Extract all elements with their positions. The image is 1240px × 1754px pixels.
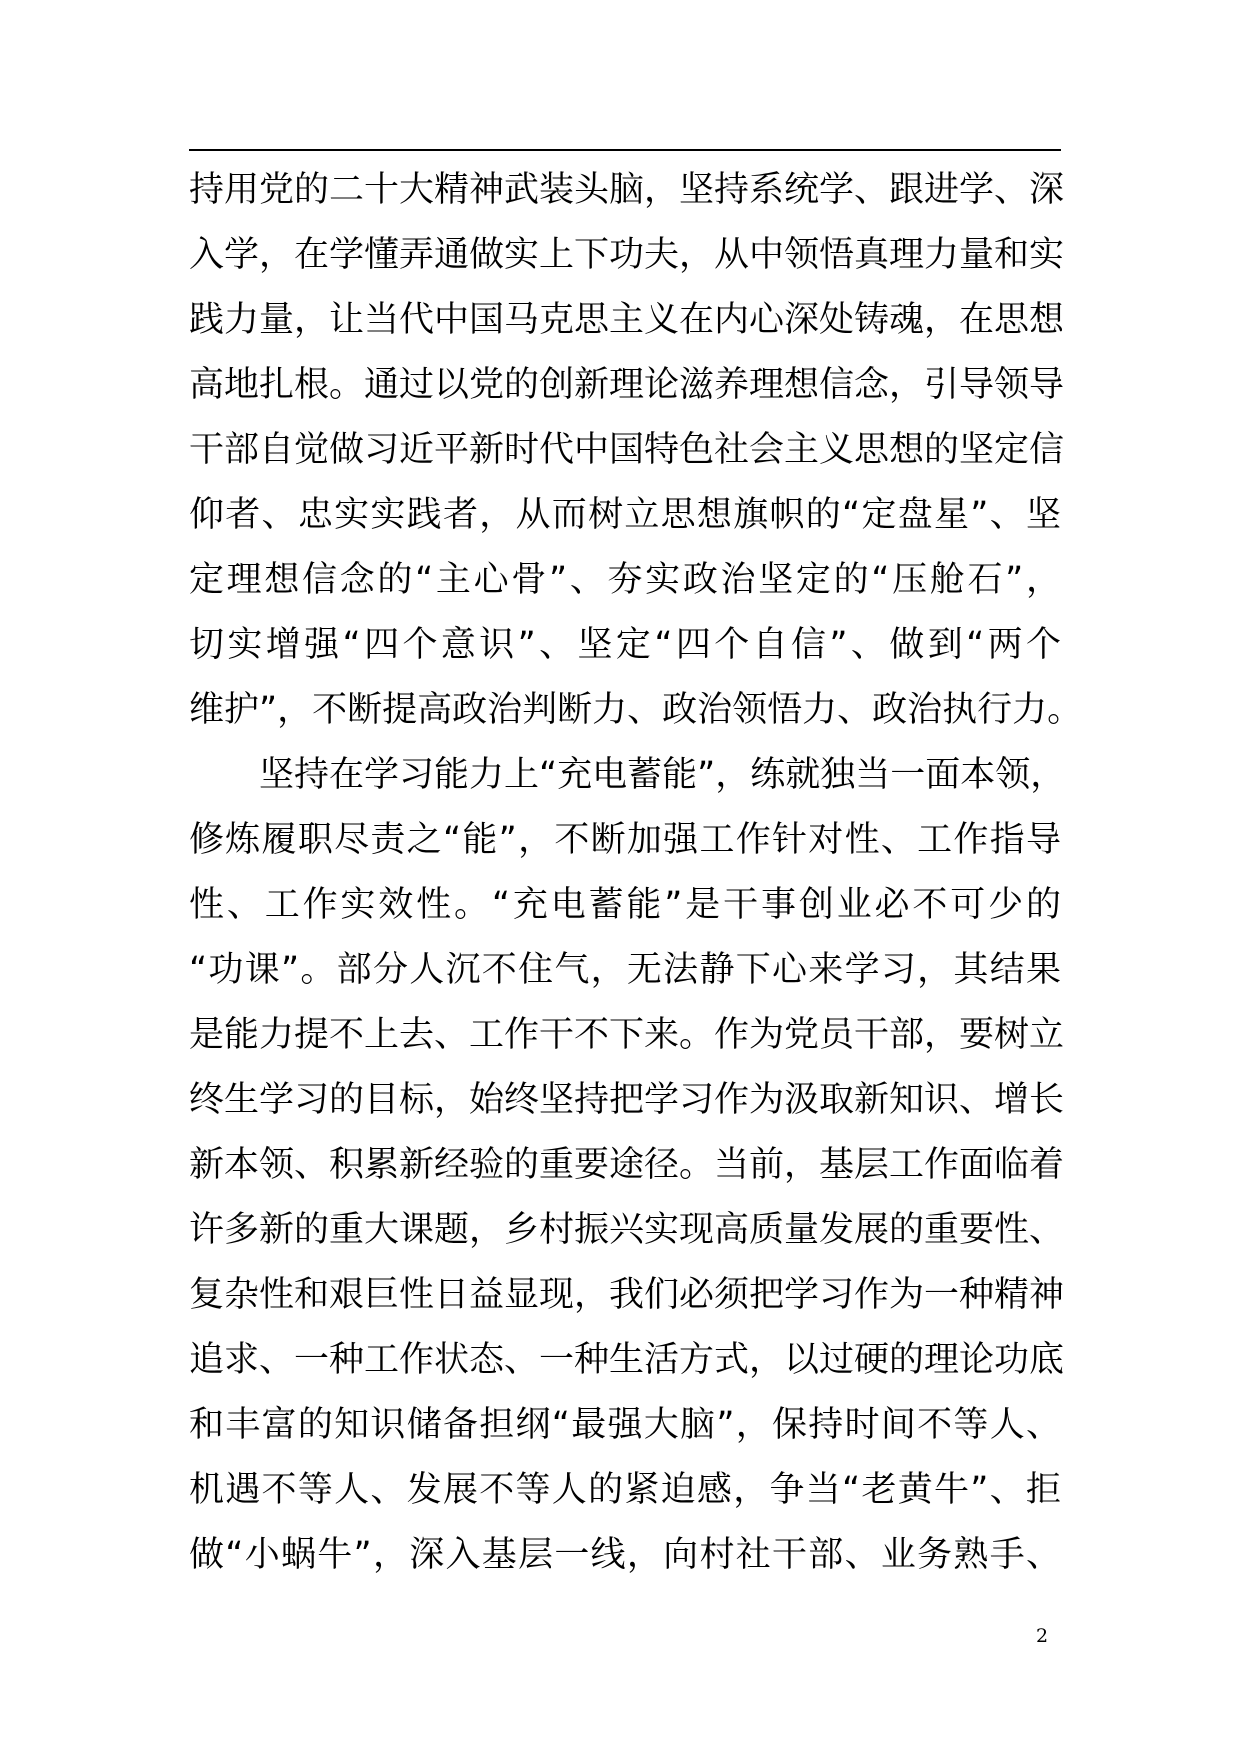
text-line: 是能力提不上去、工作干不下来。作为党员干部，要树立 xyxy=(189,1015,1065,1055)
text-line: 干部自觉做习近平新时代中国特色社会主义思想的坚定信 xyxy=(189,430,1065,470)
text-line: 维护”，不断提高政治判断力、政治领悟力、政治执行力。 xyxy=(189,690,1083,730)
page-number: 2 xyxy=(1036,1625,1049,1647)
text-line: 修炼履职尽责之“能”，不断加强工作针对性、工作指导 xyxy=(189,820,1061,860)
text-line: 持用党的二十大精神武装头脑，坚持系统学、跟进学、深 xyxy=(189,170,1065,210)
text-line: “功课”。部分人沉不住气，无法静下心来学习，其结果 xyxy=(189,950,1061,990)
text-line: 切实增强“四个意识”、坚定“四个自信”、做到“两个 xyxy=(189,625,1061,665)
text-line: 践力量，让当代中国马克思主义在内心深处铸魂，在思想 xyxy=(189,300,1065,340)
text-line: 性、工作实效性。“充电蓄能”是干事创业必不可少的 xyxy=(189,885,1061,925)
text-line: 终生学习的目标，始终坚持把学习作为汲取新知识、增长 xyxy=(189,1080,1065,1120)
paragraph-1 xyxy=(189,158,1083,743)
header-rule xyxy=(189,149,1061,151)
text-line: 做“小蜗牛”，深入基层一线，向村社干部、业务熟手、 xyxy=(189,1535,1061,1575)
text-line: 机遇不等人、发展不等人的紧迫感，争当“老黄牛”、拒 xyxy=(189,1470,1061,1510)
body-text xyxy=(189,158,1083,1588)
text-line: 仰者、忠实实践者，从而树立思想旗帜的“定盘星”、坚 xyxy=(189,495,1061,535)
text-line: 高地扎根。通过以党的创新理论滋养理想信念，引导领导 xyxy=(189,365,1065,405)
paragraph-2 xyxy=(189,743,1066,1588)
text-line: 坚持在学习能力上“充电蓄能”，练就独当一面本领， xyxy=(259,755,1066,795)
text-line: 追求、一种工作状态、一种生活方式，以过硬的理论功底 xyxy=(189,1340,1065,1380)
text-line: 定理想信念的“主心骨”、夯实政治坚定的“压舱石”， xyxy=(189,560,1061,600)
text-line: 许多新的重大课题，乡村振兴实现高质量发展的重要性、 xyxy=(189,1210,1065,1250)
text-line: 和丰富的知识储备担纲“最强大脑”，保持时间不等人、 xyxy=(189,1405,1061,1445)
text-line: 新本领、积累新经验的重要途径。当前，基层工作面临着 xyxy=(189,1145,1065,1185)
text-line: 复杂性和艰巨性日益显现，我们必须把学习作为一种精神 xyxy=(189,1275,1065,1315)
text-line: 入学，在学懂弄通做实上下功夫，从中领悟真理力量和实 xyxy=(189,235,1065,275)
